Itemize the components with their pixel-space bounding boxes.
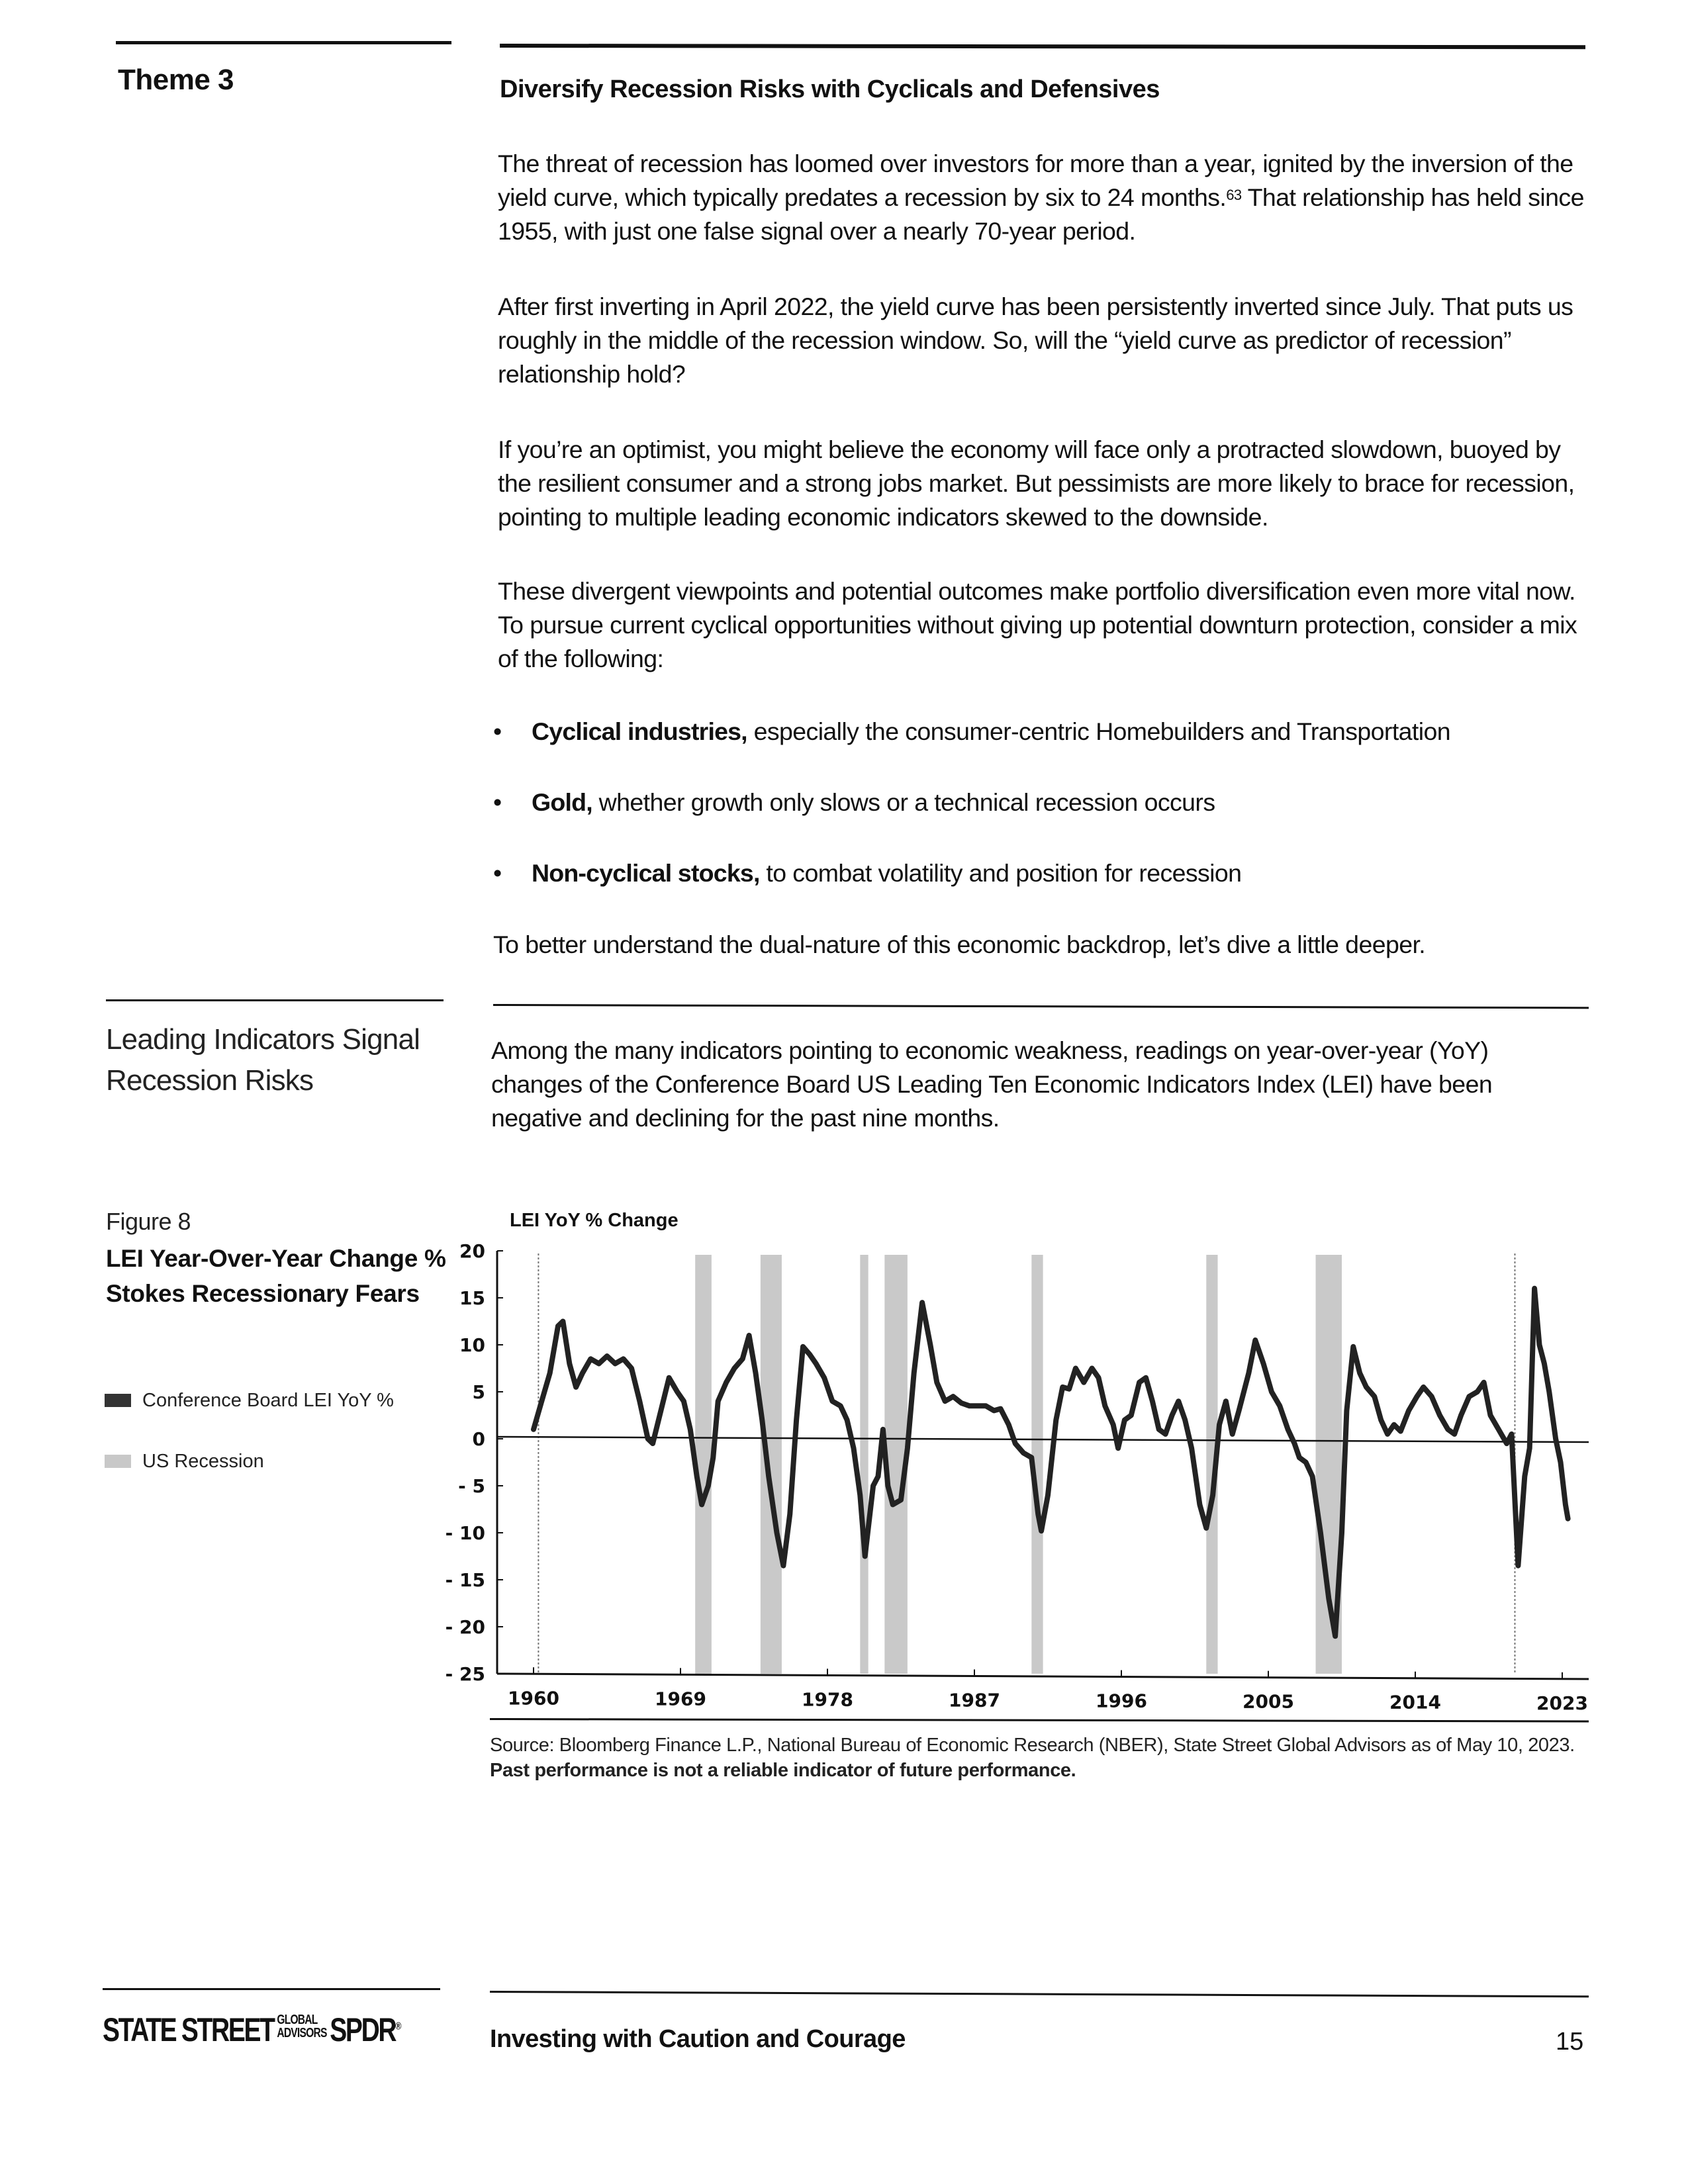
paragraph-3: If you’re an optimist, you might believe the economy will face only a protracted slowdown, buoyed by the resilient consumer and a strong jobs market. But pessimists are more likely to brace for recession, pointing to multiple leading economic indicators skewed to the downside. <box>498 435 1575 531</box>
source-note <box>490 1733 1582 1783</box>
x-axis-line <box>497 1674 1589 1679</box>
data-point <box>1335 1636 1336 1637</box>
x-tick-label: 1978 <box>802 1688 853 1711</box>
data-point <box>683 1401 684 1402</box>
data-point <box>713 1457 714 1458</box>
data-point <box>1469 1396 1470 1397</box>
x-tick-label: 1969 <box>655 1688 706 1710</box>
data-point <box>1305 1462 1306 1463</box>
recession-band <box>1206 1255 1217 1674</box>
bullet-item <box>493 786 1592 819</box>
data-point <box>1158 1429 1159 1430</box>
data-point <box>1069 1388 1070 1389</box>
closing-paragraph: To better understand the dual-nature of this economic backdrop, let’s dive a little deeper. <box>493 931 1426 958</box>
data-point <box>1393 1424 1394 1425</box>
y-tick-label: 10 <box>459 1334 485 1356</box>
recession-band <box>884 1255 908 1674</box>
data-point <box>1454 1433 1455 1434</box>
data-point <box>1353 1346 1354 1347</box>
figure-number: Figure 8 <box>106 1208 191 1235</box>
theme-label: Theme 3 <box>118 64 234 96</box>
data-point <box>615 1363 616 1364</box>
recession-bands <box>538 1253 1515 1674</box>
x-tick-label: 2023 <box>1536 1692 1588 1714</box>
logo-brand: SPDR <box>330 2011 396 2048</box>
bullet-item <box>493 856 1592 890</box>
data-point <box>803 1346 804 1347</box>
x-tick-label: 2014 <box>1389 1691 1441 1713</box>
source-disclaimer: Past performance is not a reliable indicator of future performance. <box>490 1760 1076 1781</box>
state-street-spdr-logo <box>103 2011 400 2049</box>
data-point <box>860 1495 861 1496</box>
data-point <box>1374 1396 1375 1397</box>
bullet-dot-icon: • <box>493 717 502 745</box>
data-point <box>1431 1396 1432 1397</box>
paragraph-1-text-after: That relationship has held since 1955, with just one false signal over a nearly 70-year period. <box>498 183 1584 245</box>
logo-small <box>277 2013 326 2040</box>
y-tick-label: 15 <box>459 1287 485 1309</box>
data-point <box>1098 1377 1099 1378</box>
paragraph-1-text: The threat of recession has loomed over investors for more than a year, ignited by the inversion of the yield curve, which typically predates a recession by six to 24 months. <box>498 150 1573 211</box>
bullet-dot-icon: • <box>493 859 502 887</box>
x-tick-label: 1987 <box>949 1689 1000 1711</box>
logo-small-line-1: GLOBAL <box>277 2013 318 2027</box>
bullet-text: whether growth only slows or a technical recession occurs <box>592 788 1215 816</box>
data-point <box>1518 1565 1519 1566</box>
data-point <box>569 1363 570 1364</box>
data-point <box>1346 1410 1347 1411</box>
x-tick-label: 1960 <box>508 1687 559 1709</box>
data-point <box>1225 1401 1226 1402</box>
data-point <box>1263 1363 1264 1364</box>
data-point <box>1008 1424 1009 1425</box>
zero-line <box>497 1437 1589 1442</box>
registered-mark-icon: ® <box>395 2021 400 2032</box>
figure-title: LEI Year-Over-Year Change % Stokes Recessionary Fears <box>106 1245 446 1307</box>
chart-title: LEI YoY % Change <box>510 1210 679 1231</box>
data-point <box>639 1401 640 1402</box>
data-point <box>1490 1415 1491 1416</box>
lei-paragraph: Among the many indicators pointing to economic weakness, readings on year-over-year (YoY) changes of the Conference Board US Leading Ten Economic Indicators Index (LEI) have been negative and declining for the past nine months. <box>491 1036 1493 1132</box>
bullet-bold: Non-cyclical stocks, <box>532 859 760 887</box>
recession-band <box>860 1255 868 1674</box>
main-top-rule <box>500 44 1585 49</box>
paragraph-2: After first inverting in April 2022, the yield curve has been persistently inverted since July. That puts us roughly in the middle of the recession window. So, will the “yield curve as predictor of recession” relationship hold? <box>498 293 1573 388</box>
data-point <box>1498 1429 1499 1430</box>
data-point <box>1219 1424 1220 1425</box>
data-point <box>1031 1457 1032 1458</box>
data-point <box>1199 1504 1200 1505</box>
legend-swatch-lei-icon <box>105 1394 131 1407</box>
legend-swatch-recession-icon <box>105 1455 131 1468</box>
data-point <box>1075 1368 1076 1369</box>
y-tick-label: - 20 <box>445 1616 485 1638</box>
bullet-dot-icon: • <box>493 788 502 816</box>
legend-label: Conference Board LEI YoY % <box>142 1390 394 1411</box>
y-tick-label: - 10 <box>445 1522 485 1544</box>
data-point <box>1206 1527 1207 1528</box>
data-point <box>1560 1462 1561 1463</box>
data-point <box>607 1356 608 1357</box>
data-point <box>832 1401 833 1402</box>
bullet-item <box>493 715 1592 749</box>
data-point <box>809 1354 810 1355</box>
y-tick-label: - 5 <box>458 1475 485 1497</box>
x-tick-label: 2005 <box>1243 1690 1294 1713</box>
data-point <box>1400 1431 1401 1432</box>
sidebar-section-heading: Leading Indicators Signal Recession Risks <box>106 1023 420 1097</box>
data-point <box>1387 1433 1388 1434</box>
recession-band <box>761 1255 782 1674</box>
source-text: Source: Bloomberg Finance L.P., National Bureau of Economic Research (NBER), State Street Global Advisors as of May 10, 2023. <box>490 1735 1575 1756</box>
y-tick-label: - 15 <box>445 1569 485 1591</box>
legend-label: US Recession <box>142 1451 264 1472</box>
data-point <box>1118 1448 1119 1449</box>
bullet-text: especially the consumer-centric Homebuilders and Transportation <box>747 717 1450 745</box>
data-point <box>598 1363 599 1364</box>
main-section-rule <box>493 1004 1589 1009</box>
source-rule <box>490 1718 1589 1722</box>
data-point <box>726 1382 727 1383</box>
data-point <box>1565 1504 1566 1505</box>
footer-sidebar-rule <box>103 1988 440 1990</box>
bullet-bold: Cyclical industries, <box>532 717 747 745</box>
data-point <box>1232 1433 1233 1434</box>
data-point <box>734 1368 735 1369</box>
data-point <box>696 1476 697 1477</box>
sidebar-section-rule <box>106 999 444 1001</box>
data-point <box>882 1429 883 1430</box>
data-point <box>1146 1377 1147 1378</box>
recession-band <box>695 1255 712 1674</box>
data-point <box>1048 1495 1049 1496</box>
logo-main: STATE STREET <box>103 2011 274 2048</box>
data-point <box>853 1448 854 1449</box>
sidebar-top-rule <box>116 41 451 44</box>
recession-band <box>1031 1255 1043 1674</box>
series-layer <box>534 1288 1569 1636</box>
section-heading: Diversify Recession Risks with Cyclicals and Defensives <box>500 75 1160 103</box>
series-line-lei <box>534 1289 1568 1636</box>
y-tick-label: 0 <box>472 1428 485 1450</box>
data-point <box>541 1401 542 1402</box>
paragraph-1 <box>498 147 1590 248</box>
data-point <box>1000 1408 1001 1409</box>
data-point <box>1294 1443 1295 1444</box>
data-point <box>1139 1382 1140 1383</box>
data-point <box>1534 1288 1535 1289</box>
data-point <box>922 1302 923 1303</box>
footnote-ref[interactable]: 63 <box>1226 187 1242 203</box>
data-point <box>1165 1433 1166 1434</box>
y-tick-label: - 25 <box>445 1663 485 1685</box>
data-point <box>907 1448 908 1449</box>
data-point <box>1483 1382 1484 1383</box>
chart-axes <box>445 1240 1589 1714</box>
x-tick-label: 1996 <box>1096 1690 1147 1712</box>
paragraph-4: These divergent viewpoints and potential outcomes make portfolio diversification even more vital now. To pursue current cyclical opportunities without giving up potential downturn protection, consider a mix of the following: <box>498 577 1577 672</box>
footer-title: Investing with Caution and Courage <box>490 2025 906 2053</box>
data-point <box>1524 1476 1525 1477</box>
data-point <box>1178 1401 1179 1402</box>
y-tick-label: 20 <box>459 1240 485 1262</box>
bullet-text: to combat volatility and position for recession <box>759 859 1242 887</box>
data-point <box>1461 1415 1462 1416</box>
data-point <box>824 1377 825 1378</box>
data-point <box>1529 1448 1530 1449</box>
bullet-bold: Gold, <box>532 788 592 816</box>
data-point <box>1312 1476 1313 1477</box>
page-number: 15 <box>1556 2028 1584 2056</box>
data-point <box>892 1504 893 1505</box>
data-point <box>1511 1433 1512 1434</box>
footer-main-rule <box>490 1991 1589 1997</box>
logo-small-line-2: ADVISORS <box>277 2026 327 2040</box>
data-point <box>961 1403 962 1404</box>
y-tick-label: 5 <box>472 1381 485 1403</box>
recession-band <box>1316 1255 1342 1674</box>
data-point <box>783 1565 784 1566</box>
